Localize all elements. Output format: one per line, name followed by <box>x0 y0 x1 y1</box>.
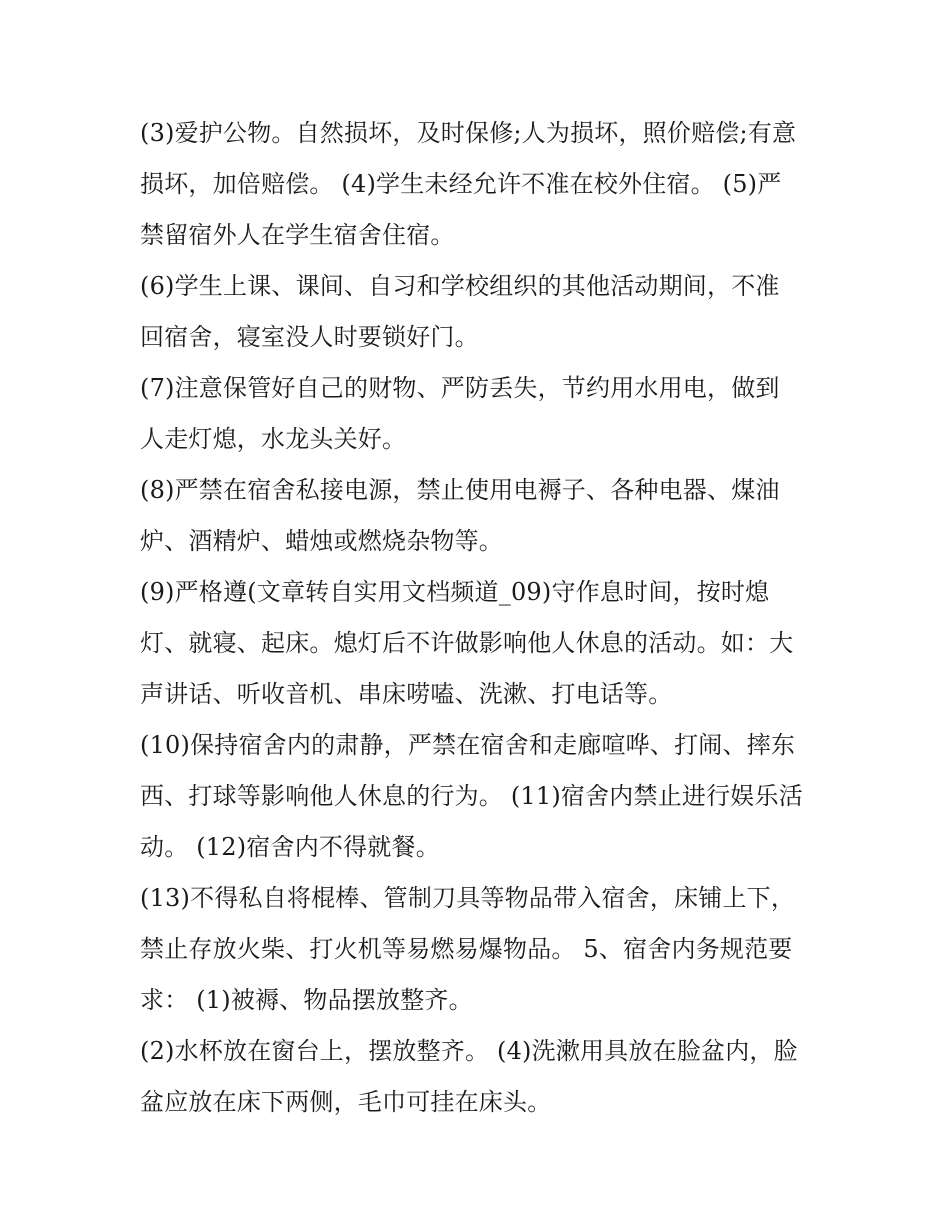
paragraph-7 <box>140 363 816 465</box>
paragraph-10-12 <box>140 720 816 873</box>
paragraph-9 <box>140 567 816 720</box>
text-line: 西、打球等影响他人休息的行为。 (11)宿舍内禁止进行娱乐活 <box>140 782 803 810</box>
text-line: 回宿舍，寝室没人时要锁好门。 <box>140 323 479 351</box>
text-line: 盆应放在床下两侧，毛巾可挂在床头。 <box>140 1088 552 1116</box>
document-body <box>140 108 816 1128</box>
paragraph-8 <box>140 465 816 567</box>
text-line: 人走灯熄，水龙头关好。 <box>140 425 407 453</box>
paragraph-13 <box>140 873 816 1026</box>
text-line: 声讲话、听收音机、串床唠嗑、洗漱、打电话等。 <box>140 680 673 708</box>
text-line: (7)注意保管好自己的财物、严防丢失，节约用水用电，做到 <box>140 374 780 402</box>
text-line: 动。 (12)宿舍内不得就餐。 <box>140 833 440 861</box>
text-line: (8)严禁在宿舍私接电源，禁止使用电褥子、各种电器、煤油 <box>140 476 780 504</box>
text-line: (13)不得私自将棍棒、管制刀具等物品带入宿舍，床铺上下， <box>140 884 796 912</box>
text-line: (3)爱护公物。自然损坏，及时保修;人为损坏，照价赔偿;有意 <box>140 119 797 147</box>
paragraph-3-5 <box>140 108 816 261</box>
text-line: 损坏，加倍赔偿。 (4)学生未经允许不准在校外住宿。 (5)严 <box>140 170 782 198</box>
text-line: (10)保持宿舍内的肃静，严禁在宿舍和走廊喧哗、打闹、摔东 <box>140 731 796 759</box>
text-line: 炉、酒精炉、蜡烛或燃烧杂物等。 <box>140 527 503 555</box>
text-line: (9)严格遵(文章转自实用文档频道_09)守作息时间，按时熄 <box>140 578 770 606</box>
text-line: 禁止存放火柴、打火机等易燃易爆物品。 5、宿舍内务规范要 <box>140 935 793 963</box>
paragraph-6 <box>140 261 816 363</box>
text-line: (6)学生上课、课间、自习和学校组织的其他活动期间，不准 <box>140 272 780 300</box>
text-line: 禁留宿外人在学生宿舍住宿。 <box>140 221 455 249</box>
paragraph-2-4 <box>140 1026 816 1128</box>
text-line: (2)水杯放在窗台上，摆放整齐。 (4)洗漱用具放在脸盆内，脸 <box>140 1037 798 1065</box>
text-line: 求： (1)被褥、物品摆放整齐。 <box>140 986 473 1014</box>
text-line: 灯、就寝、起床。熄灯后不许做影响他人休息的活动。如：大 <box>140 629 794 657</box>
